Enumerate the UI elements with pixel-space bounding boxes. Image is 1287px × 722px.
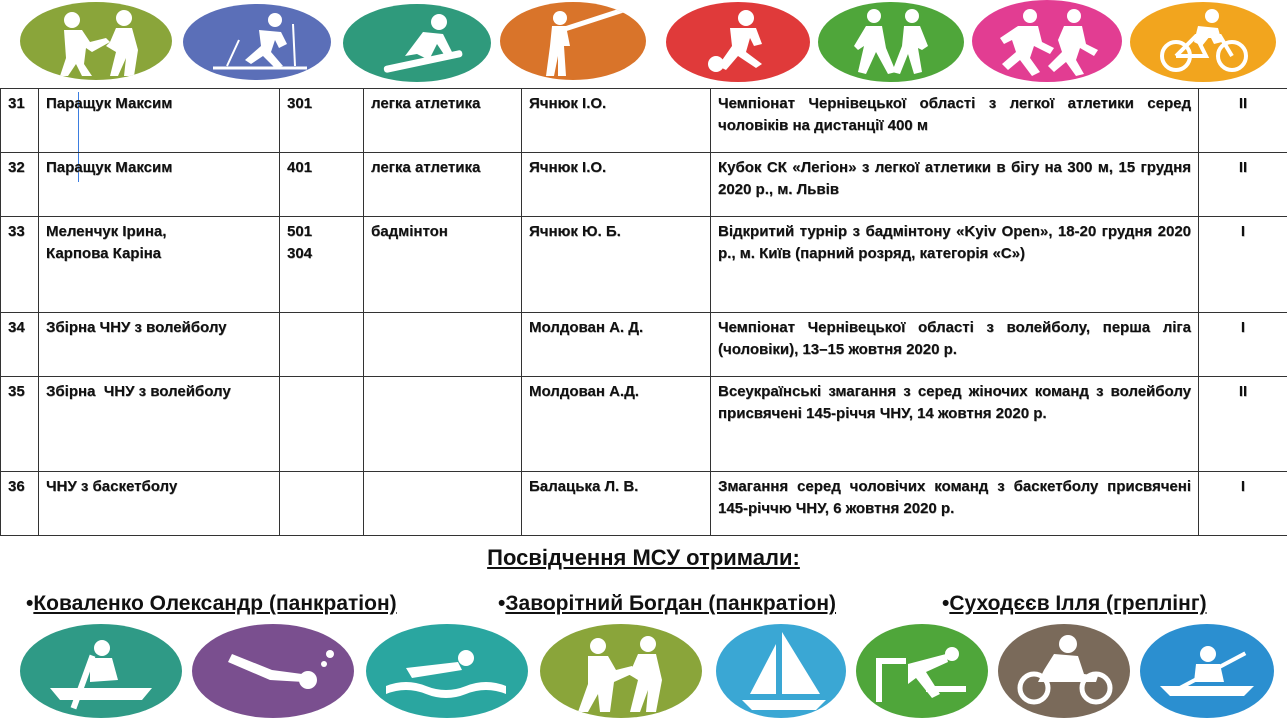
walking-icon — [818, 2, 964, 82]
cycling-icon — [1130, 2, 1276, 82]
event: Кубок СК «Легіон» з легкої атлетики в бігу на 300 м, 15 грудня 2020 р., м. Львів — [711, 153, 1199, 217]
place: ІІ — [1199, 153, 1287, 217]
football-icon — [666, 2, 810, 82]
sport — [364, 472, 522, 536]
sport: легка атлетика — [364, 153, 522, 217]
coach: Молдован А.Д. — [522, 377, 711, 472]
row-number: 33 — [1, 217, 39, 313]
wrestling-icon — [540, 624, 702, 718]
sailing-icon — [716, 624, 846, 718]
event: Змагання серед чоловічих команд з баскетболу присвячені 145-річчю ЧНУ, 6 жовтня 2020 р. — [711, 472, 1199, 536]
bullet: • — [942, 592, 950, 615]
coach: Ячнюк Ю. Б. — [522, 217, 711, 313]
kayak-icon — [1140, 624, 1274, 718]
msu-person-3 — [942, 592, 1207, 616]
athlete-name: Збірна ЧНУ з волейболу — [39, 313, 280, 377]
sport: бадмінтон — [364, 217, 522, 313]
msu-person-2 — [498, 592, 836, 616]
msu-person-1 — [26, 592, 397, 616]
group-code — [280, 313, 364, 377]
skiing-icon — [183, 4, 331, 80]
table-row — [1, 153, 1287, 217]
event: Чемпіонат Чернівецької області з волейболу, перша ліга (чоловіки), 13–15 жовтня 2020 р. — [711, 313, 1199, 377]
table-row — [1, 89, 1287, 153]
bottom-sport-icons — [0, 618, 1287, 722]
msu-person-name: Заворітний Богдан (панкратіон) — [505, 592, 837, 615]
diving-icon — [192, 624, 354, 718]
athlete-name: Збірна ЧНУ з волейболу — [39, 377, 280, 472]
sport — [364, 313, 522, 377]
group-code: 401 — [280, 153, 364, 217]
bullet: • — [26, 592, 34, 615]
place: І — [1199, 217, 1287, 313]
row-number: 31 — [1, 89, 39, 153]
swimming-icon — [366, 624, 528, 718]
snowboard-icon — [343, 4, 491, 82]
msu-person-name: Коваленко Олександр (панкратіон) — [33, 592, 397, 615]
bullet: • — [498, 592, 506, 615]
group-code — [280, 377, 364, 472]
place: І — [1199, 472, 1287, 536]
table-row — [1, 377, 1287, 472]
msu-title: Посвідчення МСУ отримали: — [487, 545, 800, 570]
coach: Молдован А. Д. — [522, 313, 711, 377]
running-icon — [972, 0, 1122, 82]
athlete-name: Паращук Максим — [39, 89, 280, 153]
row-number: 36 — [1, 472, 39, 536]
table-row — [1, 472, 1287, 536]
group-code — [280, 472, 364, 536]
event: Відкритий турнір з бадмінтону «Kyiv Open», 18-20 грудня 2020 р., м. Київ (парний розряд, категорія «С») — [711, 217, 1199, 313]
motorcycle-icon — [998, 624, 1130, 718]
athlete-name: ЧНУ з баскетболу — [39, 472, 280, 536]
results-table — [0, 88, 1287, 536]
top-sport-icons — [0, 0, 1287, 90]
athlete-name: Паращук Максим — [39, 153, 280, 217]
table-row — [1, 217, 1287, 313]
coach: Балацька Л. В. — [522, 472, 711, 536]
sport: легка атлетика — [364, 89, 522, 153]
martial-arts-icon — [20, 2, 172, 80]
group-code: 501 304 — [280, 217, 364, 313]
msu-person-name: Суходєєв Ілля (греплінг) — [949, 592, 1207, 615]
row-number: 35 — [1, 377, 39, 472]
rowing-icon — [20, 624, 182, 718]
table-row — [1, 313, 1287, 377]
place: І — [1199, 313, 1287, 377]
shooting-icon — [500, 2, 646, 80]
sport — [364, 377, 522, 472]
place: ІІ — [1199, 377, 1287, 472]
place: ІІ — [1199, 89, 1287, 153]
event: Чемпіонат Чернівецької області з легкої атлетики серед чоловіків на дистанції 400 м — [711, 89, 1199, 153]
event: Всеукраїнські змагання з серед жіночих команд з волейболу присвячені 145-річчя ЧНУ, 14 жовтня 2020 р. — [711, 377, 1199, 472]
coach: Ячнюк І.О. — [522, 89, 711, 153]
coach: Ячнюк І.О. — [522, 153, 711, 217]
row-number: 34 — [1, 313, 39, 377]
gymnastics-icon — [856, 624, 988, 718]
group-code: 301 — [280, 89, 364, 153]
row-number: 32 — [1, 153, 39, 217]
athlete-name: Меленчук Ірина, Карпова Каріна — [39, 217, 280, 313]
